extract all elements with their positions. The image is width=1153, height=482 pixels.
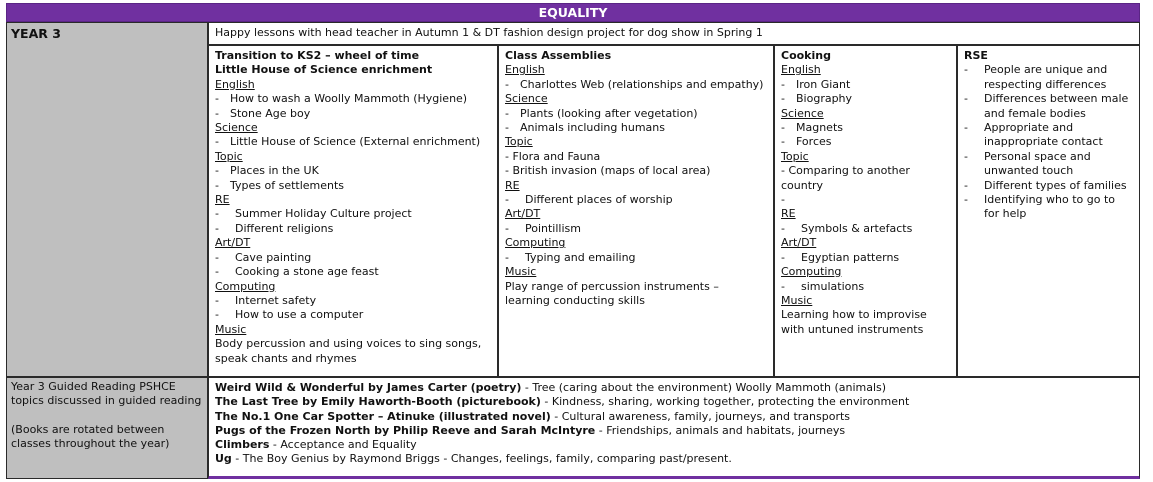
column-transition: [208, 45, 498, 377]
book-row: The Last Tree by Emily Haworth-Booth (picturebook) - Kindness, sharing, working together, protecting the environment: [215, 395, 910, 409]
list-item: - Cave painting: [215, 250, 312, 264]
list-item: - Forces: [781, 135, 832, 149]
equality-header: EQUALITY: [6, 3, 1140, 22]
column-title: RSE: [964, 49, 988, 62]
list-item: - Identifying who to go to for help: [964, 193, 1116, 221]
list-item: - Animals including humans: [505, 121, 665, 135]
list-item: - Types of settlements: [215, 178, 345, 192]
column-subtitle: Little House of Science enrichment: [215, 63, 433, 77]
list-item: - Different places of worship: [505, 193, 673, 207]
year-label-cell: [6, 22, 208, 377]
list-item: - Differences between male and female bodies: [964, 92, 1129, 120]
column-title: Transition to KS2 – wheel of time: [215, 49, 420, 62]
empty-dash: -: [781, 193, 785, 207]
year-label: YEAR 3: [11, 26, 61, 41]
guided-reading-books: [208, 377, 1140, 479]
list-item: - Summer Holiday Culture project: [215, 207, 412, 221]
subject-heading-computing: Computing: [505, 236, 566, 250]
column-class-assemblies: [498, 45, 774, 377]
subject-heading-english: English: [781, 63, 821, 77]
list-item: - Typing and emailing: [505, 250, 636, 264]
music-text: Learning how to improvise with untuned instruments: [781, 308, 927, 336]
list-item: - Personal space and unwanted touch: [964, 149, 1091, 178]
list-item: - Stone Age boy: [215, 106, 311, 120]
subject-heading-re: RE: [505, 178, 520, 192]
list-item: - Different religions: [215, 221, 334, 235]
list-item: - How to wash a Woolly Mammoth (Hygiene): [215, 92, 468, 106]
subject-heading-science: Science: [505, 92, 548, 106]
list-item: - Charlottes Web (relationships and empathy): [505, 77, 764, 91]
intro-text: Happy lessons with head teacher in Autumn 1 & DT fashion design project for dog show in Spring 1: [208, 22, 1140, 45]
subject-heading-english: English: [215, 77, 255, 91]
guided-reading-note: (Books are rotated between classes throughout the year): [11, 422, 170, 450]
book-row: Climbers - Acceptance and Equality: [215, 438, 417, 452]
column-rse: [957, 45, 1140, 377]
list-item: - Cooking a stone age feast: [215, 265, 379, 279]
book-row: Pugs of the Frozen North by Philip Reeve and Sarah McIntyre - Friendships, animals and habitats, journeys: [215, 423, 846, 437]
list-item: - Egyptian patterns: [781, 250, 900, 264]
book-row: Weird Wild & Wonderful by James Carter (poetry) - Tree (caring about the environment) Woolly Mammoth (animals): [215, 381, 887, 394]
list-item: - Magnets: [781, 121, 843, 135]
subject-heading-topic: Topic: [505, 135, 533, 149]
subject-heading-computing: Computing: [215, 279, 276, 293]
subject-heading-artdt: Art/DT: [505, 207, 541, 221]
subject-heading-science: Science: [215, 121, 258, 135]
subject-heading-artdt: Art/DT: [781, 236, 817, 250]
subject-heading-computing: Computing: [781, 265, 842, 279]
book-row: Ug - The Boy Genius by Raymond Briggs - Changes, feelings, family, comparing past/present.: [215, 452, 732, 466]
subject-heading-science: Science: [781, 106, 824, 120]
subject-heading-re: RE: [215, 193, 230, 207]
subject-heading-english: English: [505, 63, 545, 77]
list-item: - Flora and Fauna: [505, 149, 601, 163]
list-item: - Symbols & artefacts: [781, 221, 913, 235]
subject-heading-topic: Topic: [215, 149, 243, 163]
list-item: - How to use a computer: [215, 308, 364, 322]
list-item: - Places in the UK: [215, 164, 319, 178]
subject-heading-music: Music: [505, 265, 537, 279]
list-item: - Iron Giant: [781, 77, 851, 91]
list-item: - Different types of families: [964, 178, 1127, 192]
guided-reading-label: Year 3 Guided Reading PSHCE topics discussed in guided reading: [11, 380, 202, 408]
music-text: Body percussion and using voices to sing songs, speak chants and rhymes: [215, 337, 482, 365]
list-item: - People are unique and respecting differences: [964, 63, 1108, 91]
subject-heading-topic: Topic: [781, 149, 809, 163]
list-item: - Internet safety: [215, 293, 317, 307]
subject-heading-music: Music: [215, 322, 247, 336]
subject-heading-artdt: Art/DT: [215, 236, 251, 250]
music-text: Play range of percussion instruments – learning conducting skills: [505, 279, 719, 307]
list-item: - Appropriate and inappropriate contact: [964, 121, 1103, 149]
list-item: - Comparing to another country: [781, 164, 910, 192]
list-item: - simulations: [781, 279, 865, 293]
list-item: - Biography: [781, 92, 853, 106]
column-title: Cooking: [781, 49, 831, 62]
column-cooking: [774, 45, 957, 377]
book-row: The No.1 One Car Spotter – Atinuke (illustrated novel) - Cultural awareness, family, journeys, and transports: [215, 409, 851, 423]
curriculum-table: [6, 3, 1140, 479]
list-item: - Pointillism: [505, 221, 581, 235]
guided-reading-label-cell: [6, 377, 208, 479]
subject-heading-music: Music: [781, 293, 813, 307]
subject-heading-re: RE: [781, 207, 796, 221]
list-item: - Plants (looking after vegetation): [505, 106, 698, 120]
list-item: - Little House of Science (External enrichment): [215, 135, 481, 149]
column-title: Class Assemblies: [505, 49, 612, 62]
list-item: - British invasion (maps of local area): [505, 164, 711, 178]
